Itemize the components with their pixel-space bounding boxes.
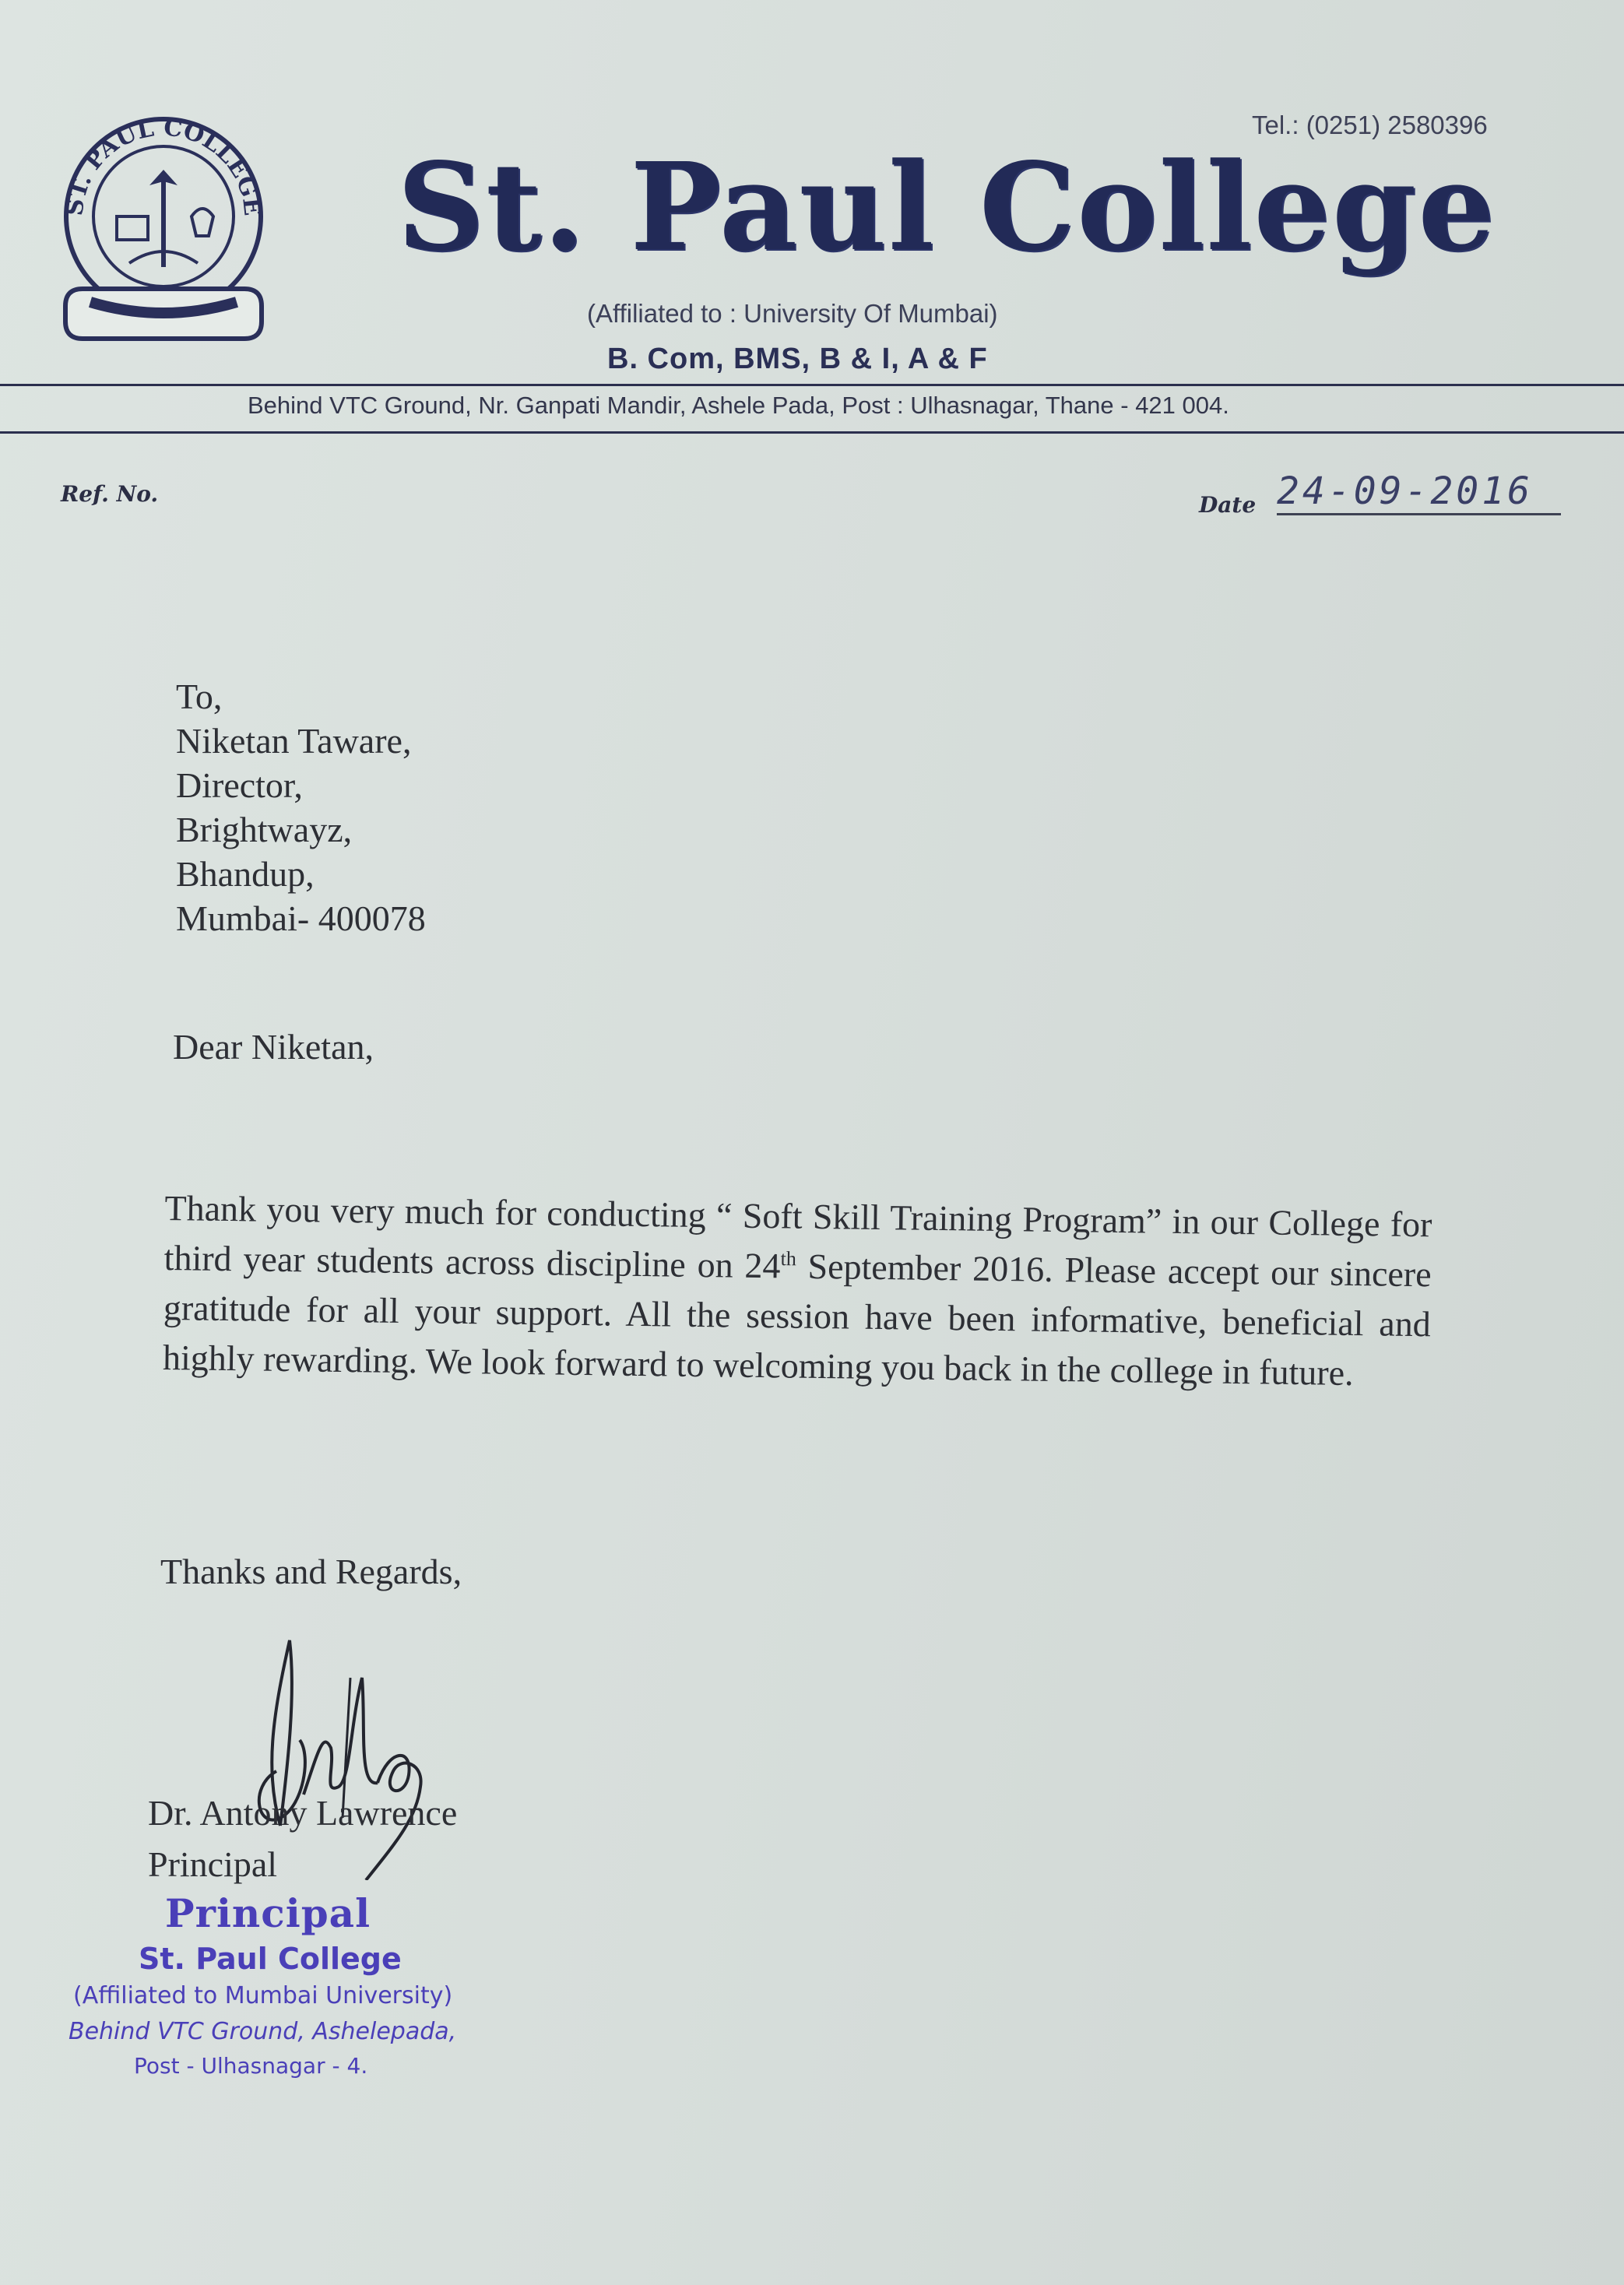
closing-line: Thanks and Regards, (160, 1552, 462, 1591)
salutation: Dear Niketan, (173, 1027, 374, 1067)
college-name-heading: St. Paul College (397, 135, 1496, 278)
courses-line: B. Com, BMS, B & I, A & F (607, 343, 988, 375)
recipient-area: Bhandup, (176, 854, 315, 894)
body-text-part-1: Thank you very much for conducting “ Soft Skill Training Program” in our College for third year students across discipline on 24 (163, 1187, 1432, 1286)
college-address: Behind VTC Ground, Nr. Ganpati Mandir, Ashele Pada, Post : Ulhasnagar, Thane - 421 004. (248, 392, 1229, 419)
stamp-college-name: St. Paul College (139, 1942, 402, 1976)
recipient-title: Director, (176, 765, 303, 805)
signer-name: Dr. Antony Lawrence (148, 1793, 458, 1833)
signer-title: Principal (148, 1844, 278, 1884)
letterhead-rule-bottom (0, 431, 1624, 434)
body-ordinal-suffix: th (780, 1247, 797, 1271)
letterhead-rule-top (0, 384, 1624, 386)
recipient-to: To, (176, 677, 223, 716)
recipient-name: Niketan Taware, (176, 721, 412, 761)
telephone-number: Tel.: (0251) 2580396 (1252, 111, 1488, 139)
letter-body-paragraph (163, 1183, 1432, 1399)
svg-text:ST. PAUL COLLEGE: ST. PAUL COLLEGE (61, 114, 266, 217)
date-value: 24-09-2016 (1277, 469, 1561, 515)
stamp-post: Post - Ulhasnagar - 4. (134, 2053, 368, 2079)
date-label: Date (1199, 492, 1257, 518)
body-text-part-2: September 2016. Please accept our sincere gratitude for all your support. All the session have been informative, beneficial and highly rewarding. We look forward to welcoming you back in the college in future. (162, 1246, 1432, 1394)
ref-no-label: Ref. No. (61, 481, 159, 507)
stamp-address: Behind VTC Ground, Ashelepada, (69, 2018, 457, 2045)
stamp-affiliation: (Affiliated to Mumbai University) (73, 1982, 453, 2009)
recipient-company: Brightwayz, (176, 810, 353, 849)
recipient-address (176, 674, 426, 940)
stamp-principal: Principal (165, 1890, 371, 1936)
college-logo-emblem (59, 100, 268, 349)
recipient-city: Mumbai- 400078 (176, 898, 426, 938)
affiliation-line: (Affiliated to : University Of Mumbai) (587, 299, 998, 328)
